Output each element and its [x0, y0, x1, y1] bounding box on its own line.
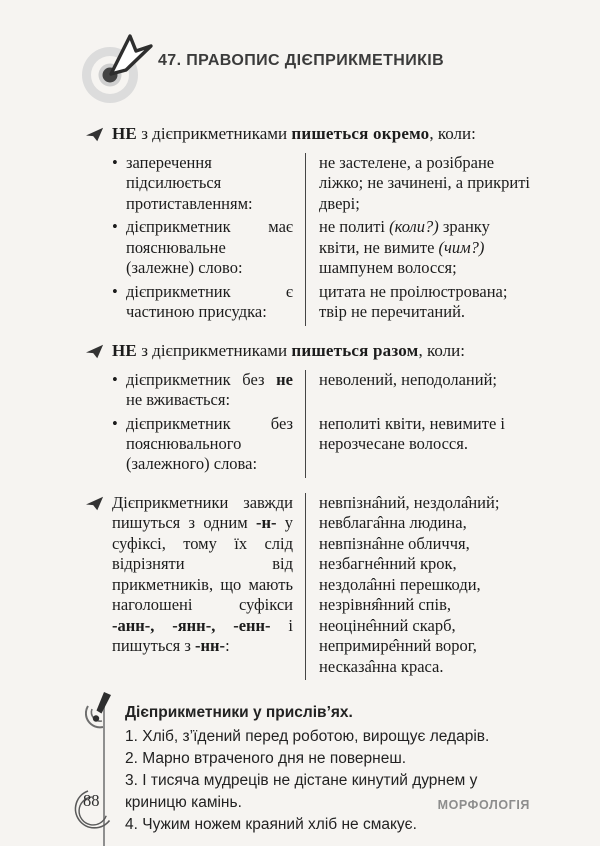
suffix-ann-yann-enn: -анн-, -янн-, -енн-	[112, 615, 271, 635]
rule-3-table	[112, 493, 530, 680]
bullet-dot: •	[112, 217, 118, 237]
condition-text: дієприкметник без пояснювального (залежного) слова:	[126, 413, 293, 474]
rule-1-condition-2	[112, 217, 305, 281]
bullet-dot: •	[112, 153, 118, 172]
rule-2-example-2: неполиті квіти, невимите і нерозчесане волосся.	[305, 414, 530, 478]
rule-3-condition: Дієприкметники завжди пишуться з одним -н- у суфіксі, тому їх слід відрізняти від прикметників, що мають наголошені суфікси -анн-, -янн-, -енн- і пишуться з -нн-:	[112, 492, 293, 656]
rule-1-header-mid: з дієприкметниками	[136, 124, 292, 143]
target-dart-icon	[78, 30, 154, 106]
condition-text: дієприкметник є частиною присудка:	[126, 281, 293, 322]
rule-2-header	[112, 341, 530, 361]
flag-arrow-icon	[86, 127, 104, 144]
chapter-label: МОРФОЛОГІЯ	[437, 798, 530, 812]
rule-1-header-ne: НЕ	[112, 124, 137, 143]
condition-text: дієприкметник має пояснювальне (залежне) слово:	[126, 217, 293, 278]
rule-1-condition-3	[112, 282, 305, 326]
rule-1-condition-1	[112, 153, 305, 217]
rule-1-example-2	[305, 217, 530, 281]
page-title: 47. ПРАВОПИС ДІЄПРИКМЕТНИКІВ	[158, 52, 445, 69]
page-number-badge	[68, 788, 118, 832]
rule-1-header	[112, 124, 530, 144]
bullet-dot: •	[112, 369, 118, 389]
rule-2-example-1: неволений, неподоланий;	[305, 370, 530, 414]
rule-1-header-bold: пишеться окремо	[291, 124, 430, 143]
rule-2-condition-1	[112, 370, 305, 414]
example-text: зранку квіти, не вимите	[319, 217, 490, 257]
section-header	[86, 30, 530, 106]
proverb-item: 2. Марно втраченого дня не повернеш.	[125, 749, 407, 767]
suffix-nn: -нн-	[195, 636, 226, 656]
example-text: не политі	[319, 217, 390, 237]
proverb-item: 4. Чужим ножем краяний хліб не смакує.	[125, 815, 417, 833]
question-word: (коли?)	[389, 217, 439, 237]
proverb-item: 1. Хліб, з’їдений перед роботою, вирощує ледарів.	[125, 727, 490, 745]
suffix-n: -н-	[255, 513, 277, 533]
rule-2-header-bold: пишеться разом	[291, 340, 419, 360]
rule-2-header-tail: , коли:	[418, 340, 465, 360]
ne-particle: не	[276, 369, 293, 389]
rule-2-header-ne: НЕ	[112, 340, 137, 360]
condition-text: заперечення підсилюється протиставленням:	[126, 153, 253, 213]
exclamation-icon	[85, 690, 123, 734]
flag-arrow-icon	[86, 496, 104, 513]
rule-2-table	[112, 370, 530, 478]
rule-section-2	[86, 341, 530, 478]
rule-section-3	[86, 493, 530, 680]
bullet-dot: •	[112, 281, 118, 301]
rule-1-table	[112, 153, 530, 326]
rule-2-header-mid: з дієприкметниками	[136, 340, 292, 360]
rule-2-condition-2	[112, 414, 305, 478]
rule-1-header-tail: , коли:	[429, 124, 476, 143]
rule-3-examples: невпізна̂ний, нездола̂ний; невблага̂нна людина, невпізна̂нне обличчя, незбагне̂нний крок, нездола̂нні перешкоди, незрівня̂нний спів, неоціне̂нний скарб, непримире̂нний ворог, несказа̂нна краса.	[305, 493, 530, 680]
rule-1-example-3: цитата не проілюстрована; твір не перечитаний.	[305, 282, 530, 326]
page-number: 88	[83, 791, 100, 810]
question-word: (чим?)	[438, 237, 485, 257]
flag-arrow-icon	[86, 344, 104, 361]
example-text: шампунем волосся;	[319, 258, 457, 278]
rule-1-example-1: не застелене, а розібране ліжко; не зачинені, а прикриті двері;	[305, 153, 530, 217]
bullet-dot: •	[112, 413, 118, 433]
rule-section-1	[86, 124, 530, 326]
page-footer	[68, 788, 530, 832]
condition-text: дієприкметник без не не вживається:	[126, 369, 293, 410]
proverb-item: 3. І тисяча мудреців не дістане кинутий дурнем у криницю камінь.	[125, 771, 478, 811]
exercise-title: Дієприкметники у прислів’ях.	[125, 703, 353, 721]
